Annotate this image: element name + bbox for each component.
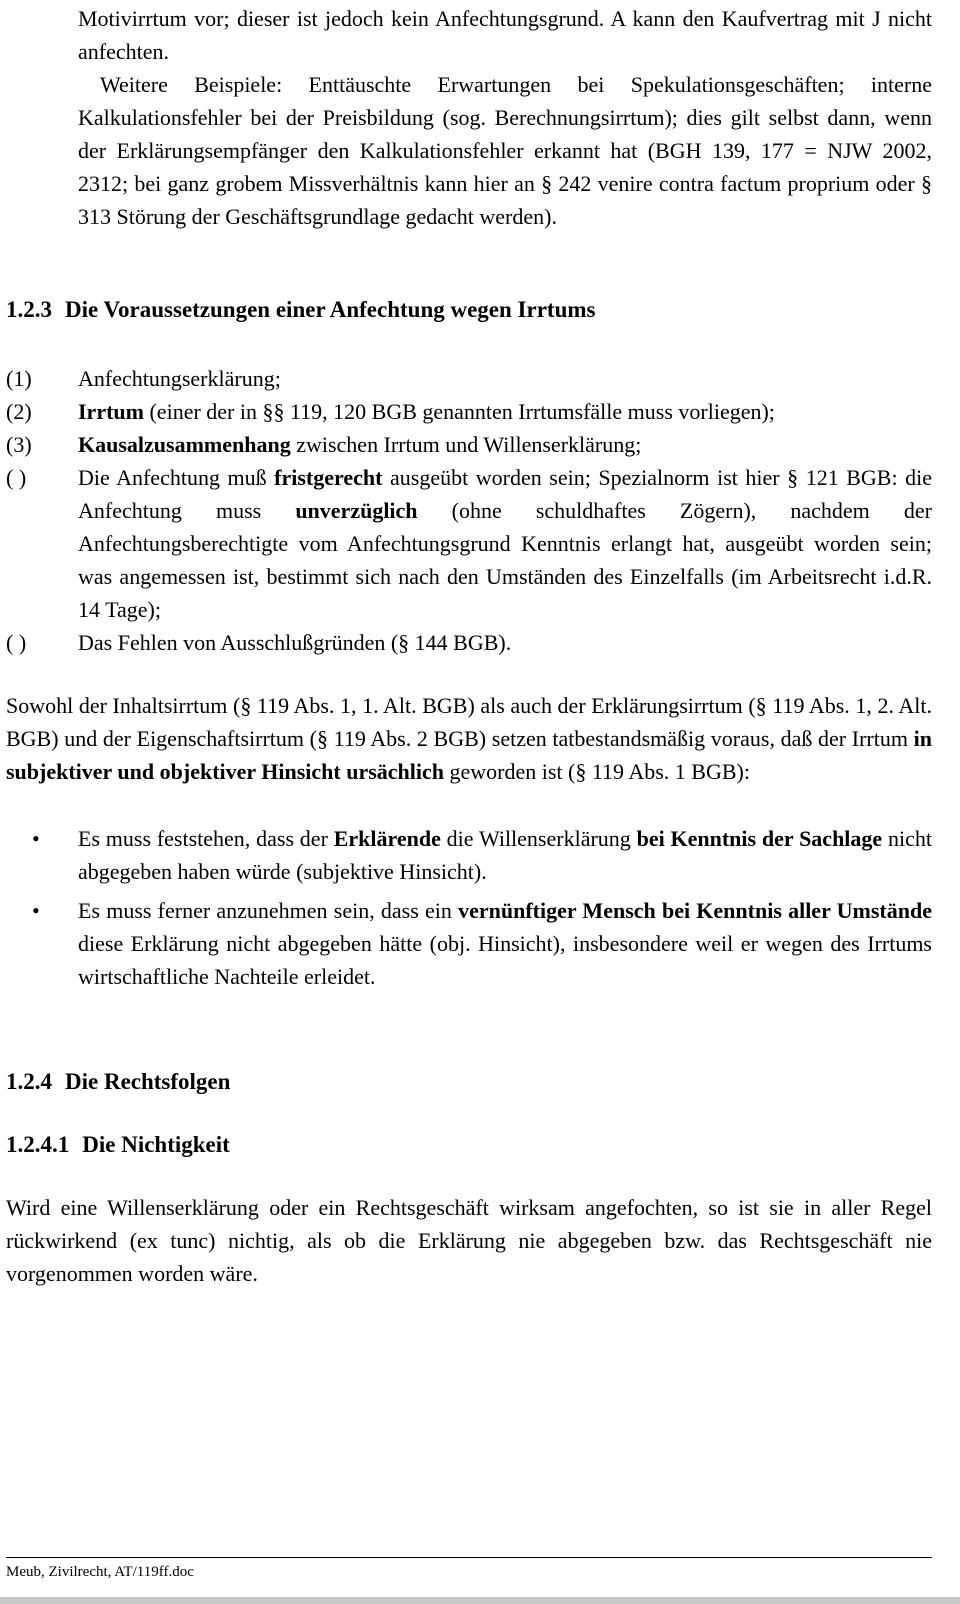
list-item — [6, 395, 932, 428]
text-run: zwischen Irrtum und Willenserklärung; — [290, 432, 642, 457]
list-item-marker: ( ) — [6, 630, 27, 655]
text-run: diese Erklärung nicht abgegeben hätte (obj. Hinsicht), insbesondere weil er wegen des Irrtums wirtschaftliche Nachteile erleidet. — [78, 931, 932, 989]
text-run: Anfechtungserklärung; — [78, 366, 281, 391]
bold-text-run: unverzüglich — [295, 498, 418, 523]
bold-text-run: vernünftiger Mensch bei Kenntnis aller Umstände — [458, 898, 932, 923]
bullet-item — [6, 822, 932, 888]
bold-text-run: Irrtum — [78, 399, 144, 424]
list-item — [6, 626, 932, 659]
text-run: geworden ist (§ 119 Abs. 1 BGB): — [444, 759, 750, 784]
list-item-text — [78, 630, 511, 655]
bullet-text — [78, 826, 932, 884]
text-run: (ohne schuldhaftes Zögern), nachdem der Anfechtungsberechtigte vom Anfechtungsgrund Kenntnis erlangt hat, ausgeübt worden sein; was angemessen ist, bestimmt sich nach den Umständen des Einzelfalls (im Arbeitsrecht i.d.R. 14 Tage); — [78, 498, 932, 622]
list-item-marker: ( ) — [6, 465, 27, 490]
section-number: 1.2.4 — [6, 1069, 52, 1094]
section-title: Die Nichtigkeit — [82, 1132, 230, 1157]
list-item — [6, 428, 932, 461]
bold-text-run: Erklärende — [333, 826, 441, 851]
text-run: ausgeübt worden sein; Spezialnorm ist hier § 121 BGB: die Anfechtung muss — [78, 465, 932, 523]
list-item-text — [78, 366, 281, 391]
section-heading-1-2-4-1 — [6, 1128, 932, 1161]
paragraph-sowohl — [6, 689, 932, 788]
requirements-list — [6, 362, 932, 659]
page-footer — [6, 1557, 932, 1582]
footer-source-text: Meub, Zivilrecht, AT/119ff.doc — [6, 1564, 194, 1580]
text-run: Die Anfechtung muß — [78, 465, 275, 490]
bold-text-run: bei Kenntnis der Sachlage — [636, 826, 883, 851]
bullet-icon: • — [32, 898, 40, 923]
text-run: nicht abgegeben haben würde (subjektive Hinsicht). — [78, 826, 932, 884]
bullet-item — [6, 894, 932, 993]
list-item-marker: (1) — [6, 366, 32, 391]
bullet-icon: • — [32, 826, 40, 851]
list-item-text — [78, 465, 932, 622]
list-item — [6, 461, 932, 626]
text-run: Es muss ferner anzunehmen sein, dass ein — [78, 898, 459, 923]
text-run: Sowohl der Inhaltsirrtum (§ 119 Abs. 1, 1. Alt. BGB) als auch der Erklärungsirrtum (§ 119 Abs. 1, 2. Alt. BGB) und der Eigenschaftsirrtum (§ 119 Abs. 2 BGB) setzen tatbestandsmäßig voraus, daß der Irrtum — [6, 693, 932, 751]
bullet-list — [6, 822, 932, 993]
list-item-text — [78, 399, 775, 424]
section-heading-1-2-4 — [6, 1065, 932, 1098]
section-title: Die Voraussetzungen einer Anfechtung wegen Irrtums — [65, 297, 596, 322]
paragraph-wird — [6, 1191, 932, 1290]
list-item — [6, 362, 932, 395]
list-item-text — [78, 432, 641, 457]
section-number: 1.2.3 — [6, 297, 52, 322]
list-item-marker: (2) — [6, 399, 32, 424]
section-title: Die Rechtsfolgen — [65, 1069, 231, 1094]
page-bottom-edge — [0, 1597, 960, 1604]
text-run: die Willenserklärung — [440, 826, 637, 851]
text-run: Motivirrtum vor; dieser ist jedoch kein Anfechtungsgrund. A kann den Kaufvertrag mit J nicht anfechten. — [78, 6, 932, 64]
text-run: Es muss feststehen, dass der — [78, 826, 334, 851]
paragraph-beispiele — [78, 68, 932, 233]
text-run: (einer der in §§ 119, 120 BGB genannten Irrtumsfälle muss vorliegen); — [143, 399, 775, 424]
section-number: 1.2.4.1 — [6, 1132, 70, 1157]
bold-text-run: in subjektiver und objektiver Hinsicht ursächlich — [6, 726, 932, 784]
text-run: Wird eine Willenserklärung oder ein Rechtsgeschäft wirksam angefochten, so ist sie in aller Regel rückwirkend (ex tunc) nichtig, als ob die Erklärung nie abgegeben bzw. das Rechtsgeschäft nie vorgenommen worden wäre. — [6, 1195, 932, 1286]
paragraph-motivirrtum — [78, 2, 932, 68]
bullet-text — [78, 898, 932, 989]
list-item-marker: (3) — [6, 432, 32, 457]
section-heading-1-2-3 — [6, 293, 932, 326]
text-run: Weitere Beispiele: Enttäuschte Erwartungen bei Spekulationsgeschäften; interne Kalkulationsfehler bei der Preisbildung (sog. Berechnungsirrtum); dies gilt selbst dann, wenn der Erklärungsempfänger den Kalkulationsfehler erkannt hat (BGH 139, 177 = NJW 2002, 2312; bei ganz grobem Missverhältnis kann hier an § 242 venire contra factum proprium oder § 313 Störung der Geschäftsgrundlage gedacht werden). — [78, 72, 932, 229]
bold-text-run: Kausalzusammenhang — [78, 432, 291, 457]
bold-text-run: fristgerecht — [274, 465, 383, 490]
text-run: Das Fehlen von Ausschlußgründen (§ 144 BGB). — [78, 630, 512, 655]
